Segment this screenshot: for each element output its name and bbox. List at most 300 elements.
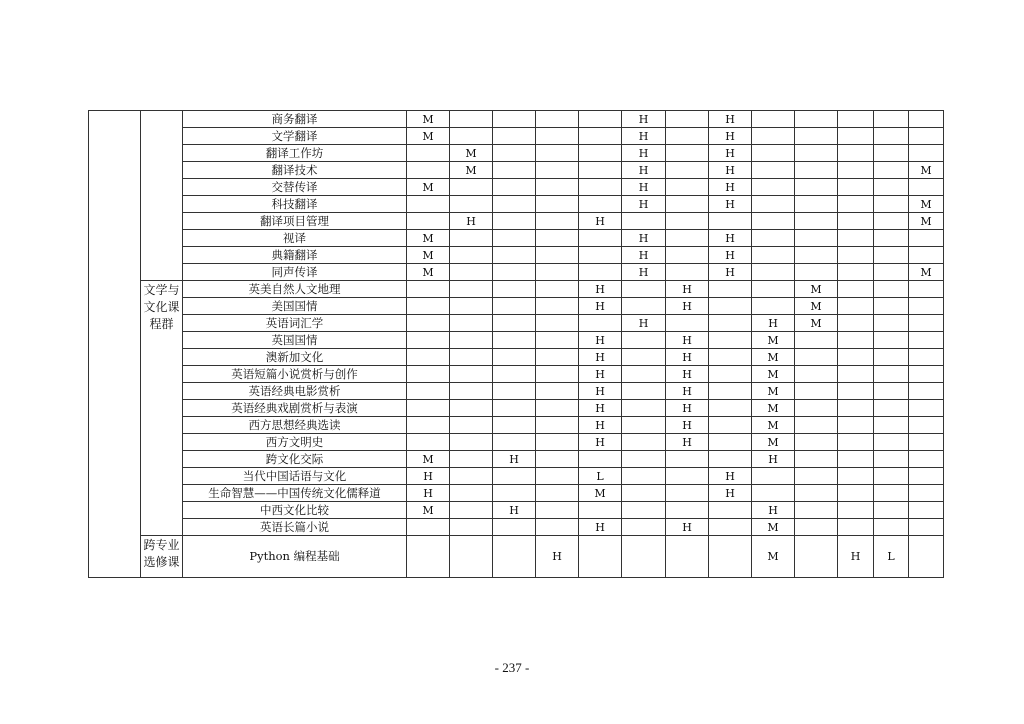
support-level-cell: [666, 145, 709, 162]
support-level-cell: M: [407, 179, 450, 196]
page-number: - 237 -: [494, 660, 530, 675]
support-level-cell: [874, 298, 909, 315]
support-level-cell: [752, 213, 795, 230]
support-level-cell: [909, 111, 944, 128]
support-level-cell: M: [795, 281, 838, 298]
support-level-cell: [874, 349, 909, 366]
support-level-cell: [709, 451, 752, 468]
support-level-cell: H: [622, 264, 666, 281]
support-level-cell: [795, 264, 838, 281]
support-level-cell: H: [622, 247, 666, 264]
support-level-cell: [874, 145, 909, 162]
support-level-cell: [752, 281, 795, 298]
support-level-cell: [536, 434, 579, 451]
support-level-cell: [909, 519, 944, 536]
support-level-cell: [909, 332, 944, 349]
support-level-cell: [909, 247, 944, 264]
support-level-cell: [622, 298, 666, 315]
support-level-cell: [874, 400, 909, 417]
support-level-cell: M: [752, 536, 795, 578]
support-level-cell: [909, 536, 944, 578]
support-level-cell: [874, 366, 909, 383]
support-level-cell: H: [579, 213, 622, 230]
support-level-cell: [709, 417, 752, 434]
support-level-cell: [536, 264, 579, 281]
support-level-cell: [622, 468, 666, 485]
support-level-cell: [874, 417, 909, 434]
support-level-cell: [874, 179, 909, 196]
support-level-cell: [407, 417, 450, 434]
support-level-cell: [622, 332, 666, 349]
support-level-cell: [709, 366, 752, 383]
support-level-cell: M: [407, 502, 450, 519]
support-level-cell: H: [579, 434, 622, 451]
support-level-cell: M: [909, 213, 944, 230]
support-level-cell: [493, 111, 536, 128]
support-level-cell: [795, 519, 838, 536]
support-level-cell: [874, 519, 909, 536]
support-level-cell: H: [709, 128, 752, 145]
support-level-cell: [709, 383, 752, 400]
support-level-cell: H: [666, 519, 709, 536]
table-row: [89, 281, 944, 298]
support-level-cell: [752, 485, 795, 502]
support-level-cell: [795, 111, 838, 128]
support-level-cell: [838, 485, 874, 502]
support-level-cell: [874, 128, 909, 145]
support-level-cell: [874, 213, 909, 230]
support-level-cell: [909, 281, 944, 298]
support-level-cell: [493, 485, 536, 502]
table-row: [89, 298, 944, 315]
support-level-cell: [709, 536, 752, 578]
support-level-cell: [450, 349, 493, 366]
support-level-cell: [709, 434, 752, 451]
support-level-cell: [622, 281, 666, 298]
support-level-cell: [795, 145, 838, 162]
course-name: 澳新加文化: [183, 349, 407, 366]
support-level-cell: [407, 383, 450, 400]
support-level-cell: [536, 162, 579, 179]
support-level-cell: H: [709, 485, 752, 502]
support-level-cell: [666, 468, 709, 485]
support-level-cell: M: [407, 230, 450, 247]
support-level-cell: [666, 111, 709, 128]
support-level-cell: [874, 434, 909, 451]
support-level-cell: H: [579, 417, 622, 434]
support-level-cell: [909, 128, 944, 145]
support-level-cell: [795, 332, 838, 349]
support-level-cell: [407, 349, 450, 366]
support-level-cell: H: [752, 451, 795, 468]
support-level-cell: [450, 332, 493, 349]
support-level-cell: [450, 485, 493, 502]
support-level-cell: [666, 128, 709, 145]
course-name: Python 编程基础: [183, 536, 407, 578]
course-name: 商务翻译: [183, 111, 407, 128]
support-level-cell: [909, 179, 944, 196]
support-level-cell: [579, 111, 622, 128]
support-level-cell: [493, 230, 536, 247]
support-level-cell: [666, 536, 709, 578]
support-level-cell: [536, 332, 579, 349]
support-level-cell: H: [709, 264, 752, 281]
support-level-cell: [838, 417, 874, 434]
support-level-cell: [874, 383, 909, 400]
support-level-cell: [407, 536, 450, 578]
support-level-cell: [838, 247, 874, 264]
support-level-cell: [909, 468, 944, 485]
support-level-cell: [536, 145, 579, 162]
support-level-cell: [407, 315, 450, 332]
support-level-cell: [795, 366, 838, 383]
support-level-cell: H: [622, 162, 666, 179]
support-level-cell: [752, 468, 795, 485]
support-level-cell: H: [579, 298, 622, 315]
support-level-cell: [579, 179, 622, 196]
support-level-cell: [838, 230, 874, 247]
support-level-cell: [493, 298, 536, 315]
support-level-cell: [752, 247, 795, 264]
support-level-cell: [622, 383, 666, 400]
support-level-cell: H: [493, 502, 536, 519]
support-level-cell: [752, 145, 795, 162]
support-level-cell: M: [752, 434, 795, 451]
support-level-cell: M: [909, 162, 944, 179]
support-level-cell: [795, 196, 838, 213]
support-level-cell: M: [752, 519, 795, 536]
support-level-cell: [666, 451, 709, 468]
support-level-cell: [493, 247, 536, 264]
support-level-cell: [622, 519, 666, 536]
support-level-cell: [622, 485, 666, 502]
support-level-cell: [709, 400, 752, 417]
support-level-cell: [407, 281, 450, 298]
support-level-cell: [666, 247, 709, 264]
support-level-cell: H: [407, 485, 450, 502]
support-level-cell: [838, 145, 874, 162]
support-level-cell: H: [709, 247, 752, 264]
support-level-cell: [795, 400, 838, 417]
support-level-cell: [536, 247, 579, 264]
course-name: 翻译技术: [183, 162, 407, 179]
support-level-cell: L: [579, 468, 622, 485]
support-level-cell: H: [407, 468, 450, 485]
support-level-cell: [909, 451, 944, 468]
support-level-cell: [450, 519, 493, 536]
support-level-cell: [874, 230, 909, 247]
support-level-cell: [622, 536, 666, 578]
support-level-cell: [795, 451, 838, 468]
support-level-cell: [666, 213, 709, 230]
support-level-cell: H: [709, 162, 752, 179]
support-level-cell: [838, 366, 874, 383]
support-level-cell: [709, 298, 752, 315]
support-level-cell: [536, 417, 579, 434]
support-level-cell: [909, 434, 944, 451]
support-level-cell: M: [407, 247, 450, 264]
support-level-cell: [579, 502, 622, 519]
support-level-cell: H: [666, 400, 709, 417]
support-level-cell: [450, 298, 493, 315]
table-row: [89, 519, 944, 536]
support-level-cell: [838, 111, 874, 128]
table-row: [89, 485, 944, 502]
support-level-cell: [666, 485, 709, 502]
support-level-cell: [795, 417, 838, 434]
support-level-cell: [666, 502, 709, 519]
course-name: 英语经典戏剧赏析与表演: [183, 400, 407, 417]
support-level-cell: [536, 298, 579, 315]
support-level-cell: [493, 468, 536, 485]
support-level-cell: H: [709, 468, 752, 485]
support-level-cell: [709, 281, 752, 298]
support-level-cell: [666, 196, 709, 213]
support-level-cell: [450, 383, 493, 400]
support-level-cell: [536, 196, 579, 213]
support-level-cell: [450, 366, 493, 383]
support-level-cell: M: [795, 298, 838, 315]
support-level-cell: [493, 519, 536, 536]
support-level-cell: M: [752, 366, 795, 383]
support-level-cell: [909, 417, 944, 434]
support-level-cell: M: [909, 264, 944, 281]
support-level-cell: M: [407, 111, 450, 128]
support-level-cell: [622, 213, 666, 230]
support-level-cell: [752, 111, 795, 128]
support-level-cell: [795, 162, 838, 179]
support-level-cell: H: [709, 111, 752, 128]
support-level-cell: [909, 230, 944, 247]
support-level-cell: [838, 434, 874, 451]
support-level-cell: H: [493, 451, 536, 468]
support-level-cell: [709, 519, 752, 536]
table-row: [89, 111, 944, 128]
support-level-cell: [795, 434, 838, 451]
support-level-cell: H: [666, 298, 709, 315]
support-level-cell: [838, 502, 874, 519]
support-level-cell: [450, 230, 493, 247]
support-level-cell: [666, 179, 709, 196]
support-level-cell: [536, 366, 579, 383]
support-level-cell: H: [838, 536, 874, 578]
support-level-cell: M: [407, 264, 450, 281]
support-level-cell: [536, 315, 579, 332]
support-level-cell: [622, 451, 666, 468]
course-name: 英语词汇学: [183, 315, 407, 332]
support-level-cell: [493, 417, 536, 434]
table-row: [89, 400, 944, 417]
support-level-cell: H: [666, 349, 709, 366]
support-level-cell: [493, 536, 536, 578]
course-name: 同声传译: [183, 264, 407, 281]
table-row: [89, 230, 944, 247]
group-cell-translation: [141, 111, 183, 281]
support-level-cell: H: [622, 315, 666, 332]
table-row: [89, 264, 944, 281]
support-level-cell: [874, 502, 909, 519]
support-level-cell: [874, 111, 909, 128]
support-level-cell: [450, 247, 493, 264]
support-level-cell: [407, 519, 450, 536]
support-level-cell: [909, 400, 944, 417]
support-level-cell: [909, 366, 944, 383]
support-level-cell: H: [579, 519, 622, 536]
support-level-cell: [752, 179, 795, 196]
support-level-cell: [493, 366, 536, 383]
support-level-cell: [795, 349, 838, 366]
table-row: [89, 213, 944, 230]
support-level-cell: [909, 349, 944, 366]
support-level-cell: [493, 434, 536, 451]
support-level-cell: L: [874, 536, 909, 578]
support-level-cell: [795, 179, 838, 196]
table-row: [89, 536, 944, 578]
support-level-cell: [622, 349, 666, 366]
support-level-cell: [450, 315, 493, 332]
support-level-cell: H: [622, 145, 666, 162]
support-level-cell: [493, 315, 536, 332]
support-level-cell: [536, 451, 579, 468]
support-level-cell: [536, 400, 579, 417]
support-level-cell: [493, 128, 536, 145]
course-name: 英国国情: [183, 332, 407, 349]
support-level-cell: [838, 349, 874, 366]
support-level-cell: [579, 247, 622, 264]
support-level-cell: [536, 519, 579, 536]
support-level-cell: [493, 349, 536, 366]
table-row: [89, 349, 944, 366]
support-level-cell: [838, 213, 874, 230]
support-level-cell: [450, 196, 493, 213]
support-level-cell: M: [752, 400, 795, 417]
table-row: [89, 451, 944, 468]
support-level-cell: [838, 451, 874, 468]
table-row: [89, 162, 944, 179]
course-name: 典籍翻译: [183, 247, 407, 264]
support-level-cell: [579, 145, 622, 162]
support-level-cell: [493, 400, 536, 417]
support-level-cell: [752, 264, 795, 281]
support-level-cell: [838, 315, 874, 332]
support-level-cell: H: [579, 281, 622, 298]
table-body: [89, 111, 944, 578]
support-level-cell: H: [709, 196, 752, 213]
course-name: 科技翻译: [183, 196, 407, 213]
course-name: 中西文化比较: [183, 502, 407, 519]
support-level-cell: [407, 298, 450, 315]
support-level-cell: [450, 434, 493, 451]
course-name: 英语经典电影赏析: [183, 383, 407, 400]
support-level-cell: [795, 536, 838, 578]
course-name: 英语长篇小说: [183, 519, 407, 536]
support-level-cell: [493, 213, 536, 230]
table-row: [89, 366, 944, 383]
course-matrix-table: [88, 110, 944, 578]
support-level-cell: [709, 315, 752, 332]
course-name: 文学翻译: [183, 128, 407, 145]
course-name: 当代中国话语与文化: [183, 468, 407, 485]
support-level-cell: [493, 179, 536, 196]
course-name: 生命智慧——中国传统文化儒释道: [183, 485, 407, 502]
support-level-cell: [838, 264, 874, 281]
support-level-cell: M: [450, 145, 493, 162]
support-level-cell: [838, 468, 874, 485]
support-level-cell: [536, 485, 579, 502]
support-level-cell: [407, 145, 450, 162]
support-level-cell: [579, 315, 622, 332]
table-row: [89, 247, 944, 264]
support-level-cell: [493, 383, 536, 400]
table-row: [89, 315, 944, 332]
support-level-cell: H: [622, 111, 666, 128]
support-level-cell: [450, 111, 493, 128]
support-level-cell: [909, 485, 944, 502]
support-level-cell: [450, 400, 493, 417]
support-level-cell: [795, 247, 838, 264]
support-level-cell: H: [622, 179, 666, 196]
support-level-cell: [450, 264, 493, 281]
support-level-cell: M: [752, 332, 795, 349]
support-level-cell: [579, 230, 622, 247]
support-level-cell: [579, 536, 622, 578]
support-level-cell: [752, 128, 795, 145]
support-level-cell: H: [666, 383, 709, 400]
support-level-cell: [407, 434, 450, 451]
support-level-cell: [838, 400, 874, 417]
support-level-cell: [874, 247, 909, 264]
support-level-cell: [407, 332, 450, 349]
support-level-cell: H: [579, 332, 622, 349]
support-level-cell: [536, 128, 579, 145]
support-level-cell: H: [752, 315, 795, 332]
support-level-cell: [666, 230, 709, 247]
support-level-cell: [579, 162, 622, 179]
support-level-cell: H: [622, 128, 666, 145]
support-level-cell: [909, 298, 944, 315]
course-name: 视译: [183, 230, 407, 247]
support-level-cell: [874, 264, 909, 281]
support-level-cell: [838, 196, 874, 213]
support-level-cell: [493, 196, 536, 213]
support-level-cell: H: [666, 281, 709, 298]
support-level-cell: [450, 468, 493, 485]
support-level-cell: [795, 485, 838, 502]
support-level-cell: [709, 332, 752, 349]
support-level-cell: [709, 213, 752, 230]
support-level-cell: [752, 196, 795, 213]
support-level-cell: [536, 468, 579, 485]
course-name: 跨文化交际: [183, 451, 407, 468]
course-name: 交替传译: [183, 179, 407, 196]
support-level-cell: [838, 519, 874, 536]
support-level-cell: M: [752, 417, 795, 434]
support-level-cell: H: [536, 536, 579, 578]
support-level-cell: [536, 349, 579, 366]
support-level-cell: [622, 400, 666, 417]
support-level-cell: M: [450, 162, 493, 179]
support-level-cell: H: [579, 349, 622, 366]
support-level-cell: [622, 434, 666, 451]
group-cell-cross-major: 跨专业选修课: [141, 536, 183, 578]
support-level-cell: M: [752, 349, 795, 366]
support-level-cell: [450, 502, 493, 519]
support-level-cell: [666, 264, 709, 281]
support-level-cell: [536, 111, 579, 128]
support-level-cell: [795, 383, 838, 400]
support-level-cell: H: [709, 179, 752, 196]
support-level-cell: [752, 298, 795, 315]
